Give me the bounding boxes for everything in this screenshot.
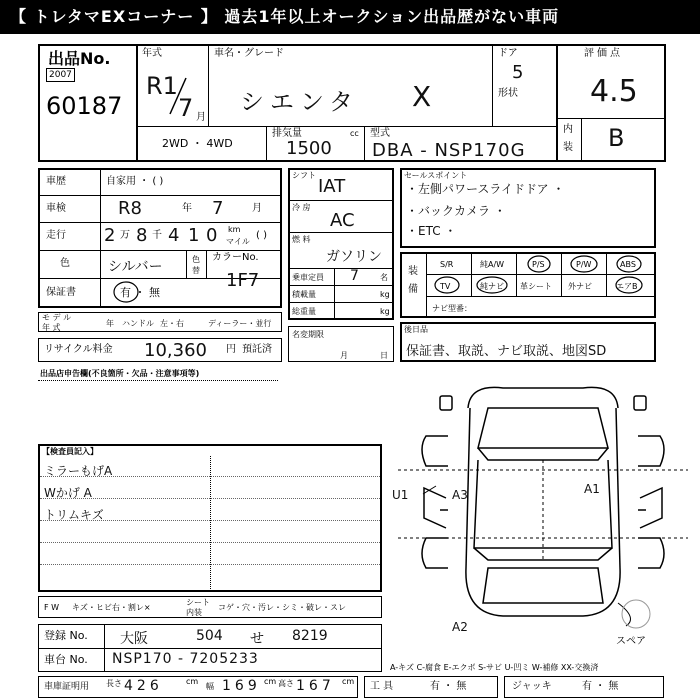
tools-options: 有 ・ 無 xyxy=(430,681,467,692)
legend-text: A-キズ C-腐食 E-エクボ S-サビ U-凹ミ W-補修 XX-交換済 xyxy=(390,663,599,672)
lot-label: 出品No. xyxy=(48,49,111,68)
model-label: 型式 xyxy=(370,128,390,139)
dims-wid-label: 幅 xyxy=(206,682,214,691)
mileage-u2: 千 xyxy=(152,230,162,241)
dealer-label: ディーラー・並行 xyxy=(208,319,272,328)
car-grade-value: X xyxy=(412,80,432,113)
chassis-label: 車台 No. xyxy=(44,653,88,666)
notes-label: 出品店申告欄(不良箇所・欠品・注意事項等) xyxy=(40,369,200,378)
sales-point-1: ・左側パワースライドドア ・ xyxy=(406,182,565,196)
year-slash xyxy=(166,76,190,116)
warranty-circle xyxy=(112,280,140,304)
defects-label: F W xyxy=(44,603,60,612)
dims-len-unit: cm xyxy=(186,677,199,686)
color-label: 色 xyxy=(60,258,70,269)
seat-items: コゲ・穴・汚レ・シミ・破レ・スレ xyxy=(218,603,346,612)
page-header: 【 トレタマEXコーナー 】 過去1年以上オークション出品歴がない車両 xyxy=(0,0,700,34)
color-change-bottom: 替 xyxy=(192,266,200,275)
displacement-unit: cc xyxy=(350,129,359,138)
owner-change-unit2: 日 xyxy=(380,351,388,360)
load-unit: kg xyxy=(380,290,390,299)
mileage-unit-km: km xyxy=(228,225,241,234)
inspection-label: 車検 xyxy=(46,203,66,214)
equip-pw: P/W xyxy=(576,260,592,269)
mileage-paren: ( ) xyxy=(256,230,267,241)
tools-label: 工 具 xyxy=(370,681,394,692)
equip-airbag: エアB xyxy=(616,282,638,291)
door-shape-label: 形状 xyxy=(498,88,518,99)
recycle-note: 預託済 xyxy=(242,344,272,355)
jack-options: 有 ・ 無 xyxy=(582,681,619,692)
history-label: 車歴 xyxy=(46,176,66,187)
chassis-value: NSP170 - 7205233 xyxy=(112,651,259,667)
jack-label: ジャッキ xyxy=(512,681,552,692)
interior-label-bottom: 装 xyxy=(563,142,573,153)
capacity-label: 乗車定員 xyxy=(292,273,324,282)
inspector-label: 【検査員記入】 xyxy=(42,447,98,456)
registration-kana: せ xyxy=(250,631,264,647)
color-change-top: 色 xyxy=(192,255,200,264)
equip-ext-navi: 外ナビ xyxy=(568,282,592,291)
registration-place: 大阪 xyxy=(120,631,148,647)
dims-label: 車庫証明用 xyxy=(44,682,90,692)
fuel-label: 燃 料 xyxy=(292,235,311,244)
score-label: 評価点 xyxy=(584,48,623,59)
color-code-value: 1F7 xyxy=(226,270,260,291)
equip-aw: 純A/W xyxy=(480,260,505,269)
diagram-mark-a2: A2 xyxy=(452,620,468,634)
color-code-label: カラーNo. xyxy=(212,252,259,263)
recycle-label: リサイクル料金 xyxy=(44,344,113,355)
fuel-value: ガソリン xyxy=(326,249,382,265)
seat-label-bottom: 内装 xyxy=(186,608,202,617)
capacity-value: 7 xyxy=(350,268,359,284)
model-year-label2: 年 式 xyxy=(42,323,61,332)
diagram-mark-a3: A3 xyxy=(452,488,468,502)
lot-number: 60187 xyxy=(46,92,123,120)
inspector-note-3: トリムキズ xyxy=(44,508,104,522)
history-options: 自家用 ・ ( ) xyxy=(106,176,164,187)
sales-point-3: ・ETC ・ xyxy=(406,224,457,238)
car-diagram xyxy=(388,378,698,640)
year-month-value: 7 xyxy=(178,94,194,122)
inspection-month-value: 7 xyxy=(212,198,224,219)
capacity-unit: 名 xyxy=(380,273,388,282)
inspector-note-2: Wかげ A xyxy=(44,486,92,500)
registration-class: 504 xyxy=(196,628,223,644)
ac-value: AC xyxy=(330,210,355,231)
handle-label: ハンドル xyxy=(122,319,154,328)
registration-label: 登録 No. xyxy=(44,629,88,642)
registration-number: 8219 xyxy=(292,628,328,644)
inspection-month-unit: 月 xyxy=(252,203,262,214)
load-label: 積載量 xyxy=(292,290,316,299)
sales-point-2: ・バックカメラ ・ xyxy=(406,204,506,218)
dims-wid-unit: cm xyxy=(264,677,277,686)
score-value: 4.5 xyxy=(590,74,638,109)
lot-year-code: 2007 xyxy=(46,68,75,82)
car-name-value: シエンタ xyxy=(240,88,360,116)
navi-model-label: ナビ型番： xyxy=(432,304,472,313)
inspection-year-unit: 年 xyxy=(182,203,192,214)
door-value: 5 xyxy=(512,62,524,83)
displacement-value: 1500 xyxy=(286,138,332,159)
weight-label: 総重量 xyxy=(292,307,316,316)
inspection-era-value: R8 xyxy=(118,198,142,219)
drive-value: 2WD ・ 4WD xyxy=(162,137,233,150)
dims-len-value: 426 xyxy=(124,678,163,694)
defects-items: キズ・ヒビ右・割レ× xyxy=(72,603,151,612)
shift-label: シフト xyxy=(292,171,316,180)
shift-value: IAT xyxy=(318,176,346,197)
model-year-label1: モ デ ル xyxy=(42,313,72,322)
recycle-unit: 円 xyxy=(226,344,236,355)
mileage-v1: 2 xyxy=(104,225,116,246)
mileage-label: 走行 xyxy=(46,230,66,241)
model-value: DBA - NSP170G xyxy=(372,140,526,161)
diagram-mark-u1: U1 xyxy=(392,488,409,502)
equip-abs: ABS xyxy=(620,260,636,269)
equipment-label-bottom: 備 xyxy=(408,284,418,295)
equipment-circles xyxy=(427,253,655,296)
owner-change-unit: 月 xyxy=(340,351,348,360)
inspector-note-1: ミラーもげA xyxy=(44,464,113,478)
dims-len-label: 長さ xyxy=(106,679,122,688)
accessories-label: 後日品 xyxy=(404,325,428,334)
equip-leather: 革シート xyxy=(520,282,552,291)
mileage-v3: 4 xyxy=(168,225,180,246)
dims-hei-unit: cm xyxy=(342,677,355,686)
color-value: シルバー xyxy=(108,259,163,275)
displacement-label: 排気量 xyxy=(272,128,302,139)
interior-label-top: 内 xyxy=(563,124,573,135)
mileage-v4: 1 xyxy=(188,225,200,246)
equipment-label-top: 装 xyxy=(408,266,418,277)
equip-navi: 純ナビ xyxy=(480,282,504,291)
accessories-value: 保証書、取説、ナビ取説、地図SD xyxy=(406,344,607,359)
year-label: 年式 xyxy=(142,48,162,59)
door-label: ドア xyxy=(498,48,518,59)
handle-options: 左・右 xyxy=(160,319,184,328)
warranty-label: 保証書 xyxy=(46,287,76,298)
ac-label: 冷 房 xyxy=(292,203,311,212)
dims-hei-label: 高さ xyxy=(278,679,294,688)
spare-label: スペア xyxy=(616,636,646,647)
mileage-unit-mile: マイル xyxy=(226,237,250,246)
equip-tv: TV xyxy=(440,282,451,291)
dims-wid-value: 169 xyxy=(222,678,261,694)
warranty-options: 有 ・ 無 xyxy=(120,286,160,299)
car-name-label: 車名・グレード xyxy=(214,48,284,59)
weight-unit: kg xyxy=(380,307,390,316)
equip-ps: P/S xyxy=(532,260,545,269)
interior-value: B xyxy=(608,124,625,152)
model-year-unit: 年 xyxy=(106,319,114,328)
dims-hei-value: 167 xyxy=(296,678,335,694)
year-month-unit: 月 xyxy=(196,112,206,123)
mileage-u1: 万 xyxy=(120,230,130,241)
recycle-value: 10,360 xyxy=(144,340,207,361)
sales-points-label: セールスポイント xyxy=(404,171,468,180)
mileage-v5: 0 xyxy=(206,225,218,246)
owner-change-label: 名変期限 xyxy=(292,330,324,339)
mileage-v2: 8 xyxy=(136,225,148,246)
diagram-mark-a1: A1 xyxy=(584,482,600,496)
seat-label-top: シート xyxy=(186,598,210,607)
year-era-value: R1 xyxy=(146,72,178,100)
equip-sr: S/R xyxy=(440,260,454,269)
